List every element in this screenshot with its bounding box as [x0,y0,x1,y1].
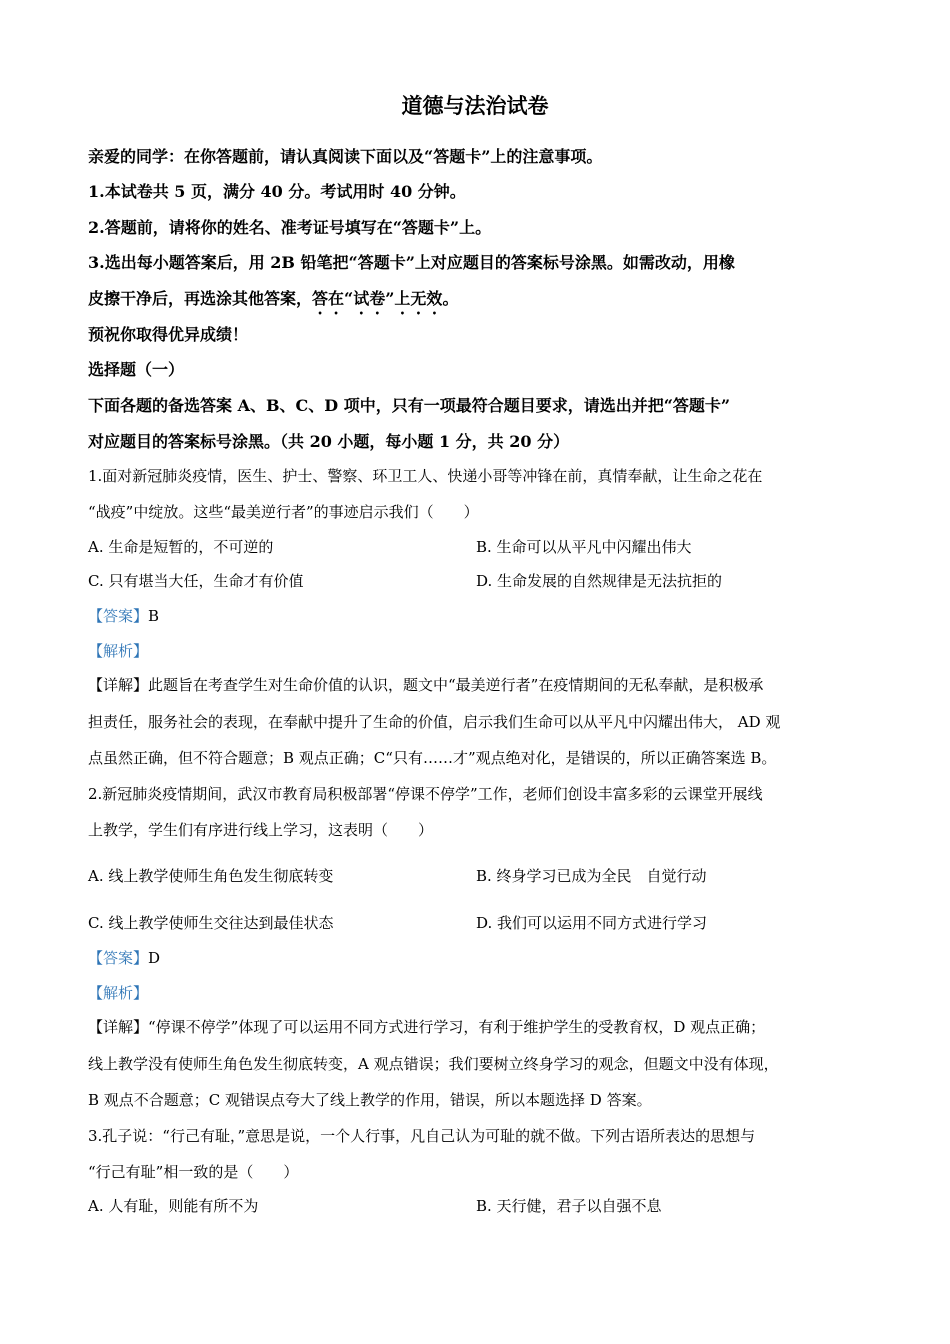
answer-label: 【答案】 [88,607,149,625]
detail-label: 【详解】 [88,1018,149,1036]
q2-option-b: B. 终身学习已成为全民 自觉行动 [476,867,707,885]
q2-analysis-label: 【解析】 [88,984,149,1002]
answer-label: 【答案】 [88,949,149,967]
q1-stem-line2: “战疫”中绽放。这些“最美逆行者”的事迹启示我们（ ） [88,503,479,521]
q3-option-b: B. 天行健，君子以自强不息 [476,1197,662,1215]
q2-detail-line1 [88,1016,765,1037]
section-instruction-line2: 对应题目的答案标号涂黑。（共 20 小题，每小题 1 分，共 20 分） [88,432,570,451]
notice-greeting: 亲爱的同学：在你答题前，请认真阅读下面以及“答题卡”上的注意事项。 [88,147,603,166]
q2-option-a: A. 线上教学使师生角色发生彻底转变 [88,867,334,885]
notice-item-3-line1: 3.选出每小题答案后，用 2B 铅笔把“答题卡”上对应题目的答案标号涂黑。如需改动，用橡 [88,253,735,272]
notice-wish: 预祝你取得优异成绩！ [88,325,249,344]
notice-item-3-post: 。 [442,289,459,308]
q2-detail-text: “停课不停学”体现了可以运用不同方式进行学习，有利于维护学生的受教育权，D 观点正确； [148,1018,766,1036]
q1-answer [88,605,159,626]
notice-item-3-line2 [88,286,458,318]
q1-detail-line3: 点虽然正确，但不符合题意；B 观点正确；C“只有……才”观点绝对化，是错误的，所以正确答案选 B。 [88,749,777,767]
section-heading: 选择题（一） [88,360,185,379]
q3-stem-line2: “行己有耻”相一致的是（ ） [88,1163,299,1181]
q1-option-a: A. 生命是短暂的，不可逆的 [88,538,274,556]
q2-stem-line2: 上教学，学生们有序进行线上学习，这表明（ ） [88,821,434,839]
q2-answer-value: D [148,949,161,967]
q1-detail-text: 此题旨在考查学生对生命价值的认识，题文中“最美逆行者”在疫情期间的无私奉献，是积极承 [148,676,764,694]
q2-option-c: C. 线上教学使师生交往达到最佳状态 [88,914,334,932]
q1-option-c: C. 只有堪当大任，生命才有价值 [88,572,304,590]
q1-option-b: B. 生命可以从平凡中闪耀出伟大 [476,538,692,556]
q1-stem-line1: 1.面对新冠肺炎疫情，医生、护士、警察、环卫工人、快递小哥等冲锋在前，真情奉献，让生命之花在 [88,467,763,485]
q1-detail-line2: 担责任，服务社会的表现，在奉献中提升了生命的价值，启示我们生命可以从平凡中闪耀出伟大， AD 观 [88,713,781,731]
notice-item-3-emphasis: 答在“试卷”上无效 [312,289,443,308]
page-title: 道德与法治试卷 [401,93,549,118]
q2-answer [88,947,160,968]
q2-detail-line2: 线上教学没有使师生角色发生彻底转变，A 观点错误；我们要树立终身学习的观念，但题文中没有体现， [88,1055,779,1073]
q3-stem-line1: 3.孔子说：“行己有耻，”意思是说，一个人行事，凡自己认为可耻的就不做。下列古语所表达的思想与 [88,1127,756,1145]
detail-label: 【详解】 [88,676,149,694]
q3-option-a: A. 人有耻，则能有所不为 [88,1197,259,1215]
q2-detail-line3: B 观点不合题意；C 观错误点夸大了线上教学的作用，错误，所以本题选择 D 答案。 [88,1091,652,1109]
notice-item-2: 2.答题前，请将你的姓名、准考证号填写在“答题卡”上。 [88,218,492,237]
q2-stem-line1: 2.新冠肺炎疫情期间，武汉市教育局积极部署“停课不停学”工作，老师们创设丰富多彩的云课堂开展线 [88,785,763,803]
section-instruction-line1: 下面各题的备选答案 A、B、C、D 项中，只有一项最符合题目要求，请选出并把“答题卡” [88,396,731,415]
notice-item-3-pre: 皮擦干净后，再选涂其他答案， [88,289,313,308]
q1-answer-value: B [148,607,160,625]
q1-analysis-label: 【解析】 [88,642,149,660]
q1-option-d: D. 生命发展的自然规律是无法抗拒的 [476,572,723,590]
notice-item-1: 1.本试卷共 5 页，满分 40 分。考试用时 40 分钟。 [88,182,466,201]
q1-detail-line1 [88,674,763,695]
q2-option-d: D. 我们可以运用不同方式进行学习 [476,914,708,932]
